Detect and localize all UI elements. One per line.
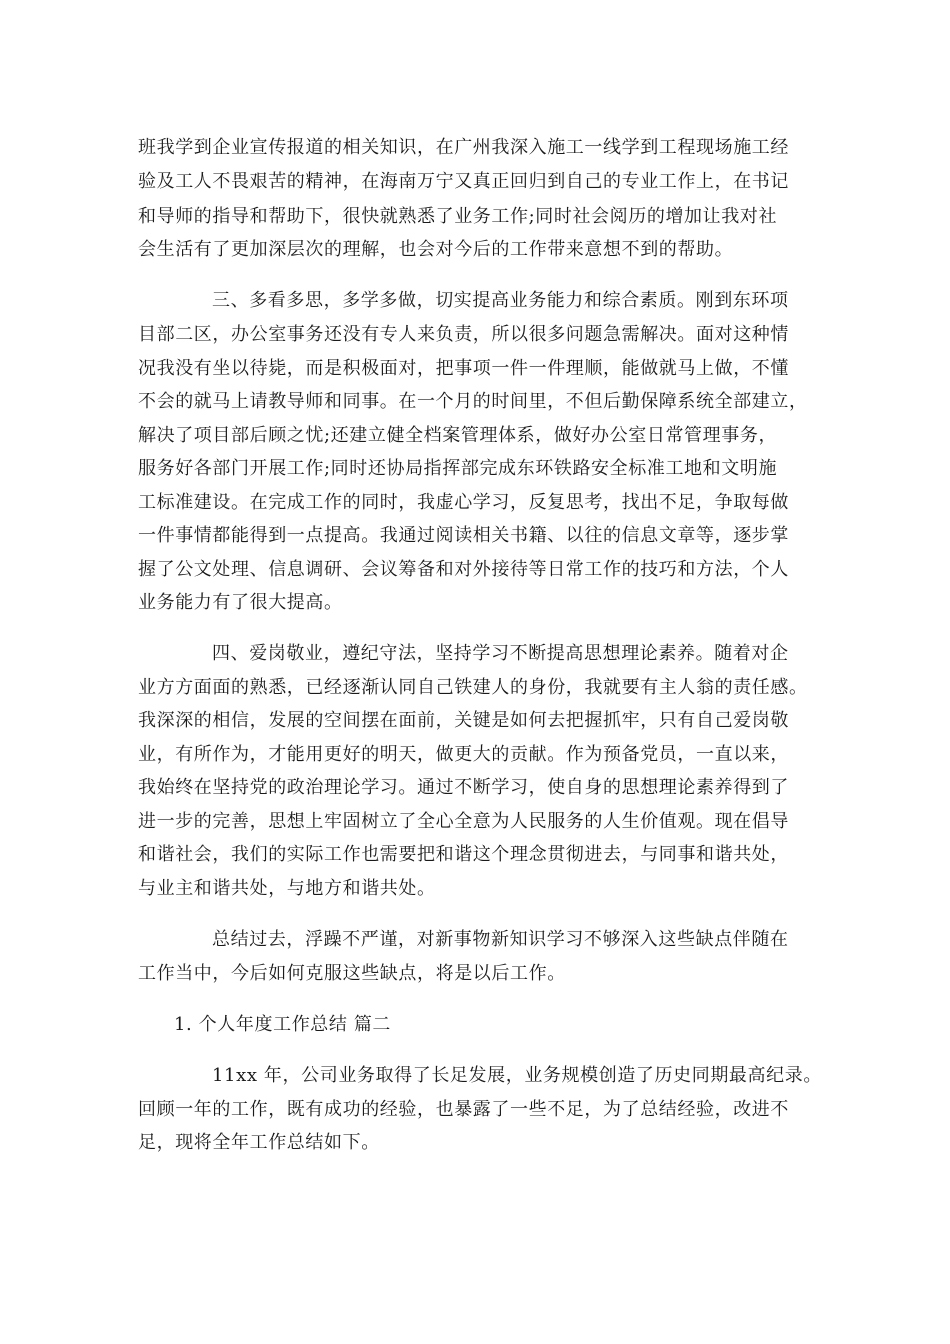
text-line: 回顾一年的工作，既有成功的经验，也暴露了一些不足，为了总结经验，改进不 [138, 1099, 789, 1120]
text-line: 业，有所作为，才能用更好的明天，做更大的贡献。作为预备党员，一直以来， [138, 744, 789, 765]
text-line: 握了公文处理、信息调研、会议筹备和对外接待等日常工作的技巧和方法，个人 [138, 559, 789, 580]
paragraph-first-line: 三、多看多思，多学多做，切实提高业务能力和综合素质。刚到东环项 [212, 290, 789, 311]
text-line: 验及工人不畏艰苦的精神，在海南万宁又真正回归到自己的专业工作上，在书记 [138, 171, 789, 192]
text-line: 况我没有坐以待毙，而是积极面对，把事项一件一件理顺，能做就马上做，不懂 [138, 358, 789, 379]
text-line: 不会的就马上请教导师和同事。在一个月的时间里，不但后勤保障系统全部建立， [138, 391, 808, 412]
text-line: 服务好各部门开展工作;同时还协局指挥部完成东环铁路安全标准工地和文明施 [138, 458, 778, 479]
text-line: 工标准建设。在完成工作的同时，我虚心学习，反复思考，找出不足，争取每做 [138, 492, 789, 513]
text-line: 进一步的完善，思想上牢固树立了全心全意为人民服务的人生价值观。现在倡导 [138, 811, 789, 832]
text-line: 一件事情都能得到一点提高。我通过阅读相关书籍、以往的信息文章等，逐步掌 [138, 525, 789, 546]
text-line: 目部二区，办公室事务还没有专人来负责，所以很多问题急需解决。面对这种情 [138, 324, 789, 345]
paragraph-first-line: 四、爱岗敬业，遵纪守法，坚持学习不断提高思想理论素养。随着对企 [212, 643, 789, 664]
text-line: 业方方面面的熟悉，已经逐渐认同自己铁建人的身份，我就要有主人翁的责任感。 [138, 677, 808, 698]
text-line: 和谐社会，我们的实际工作也需要把和谐这个理念贯彻进去，与同事和谐共处， [138, 844, 789, 865]
paragraph-first-line: 总结过去，浮躁不严谨，对新事物新知识学习不够深入这些缺点伴随在 [212, 929, 789, 950]
text-line: 会生活有了更加深层次的理解，也会对今后的工作带来意想不到的帮助。 [138, 239, 734, 260]
text-line: 我始终在坚持党的政治理论学习。通过不断学习，使自身的思想理论素养得到了 [138, 777, 789, 798]
text-line: 班我学到企业宣传报道的相关知识，在广州我深入施工一线学到工程现场施工经 [138, 137, 789, 158]
section-heading: 1. 个人年度工作总结 篇二 [174, 1014, 392, 1035]
text-line: 解决了项目部后顾之忧;还建立健全档案管理体系，做好办公室日常管理事务， [138, 425, 778, 446]
text-line: 和导师的指导和帮助下，很快就熟悉了业务工作;同时社会阅历的增加让我对社 [138, 206, 778, 227]
text-line: 足，现将全年工作总结如下。 [138, 1132, 380, 1153]
text-line: 与业主和谐共处，与地方和谐共处。 [138, 878, 436, 899]
text-line: 工作当中，今后如何克服这些缺点，将是以后工作。 [138, 963, 566, 984]
text-line: 我深深的相信，发展的空间摆在面前，关键是如何去把握抓牢，只有自己爱岗敬 [138, 710, 789, 731]
paragraph-first-line: 11xx 年，公司业务取得了长足发展，业务规模创造了历史同期最高纪录。 [212, 1065, 822, 1086]
text-line: 业务能力有了很大提高。 [138, 592, 343, 613]
